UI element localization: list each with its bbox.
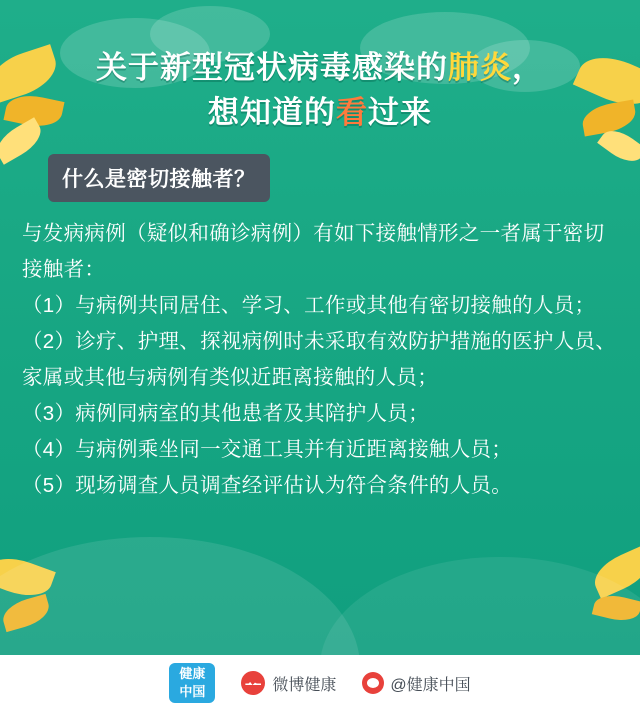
headline-accent-kan: 看	[336, 95, 368, 130]
brand-logo-line-1: 健康	[179, 666, 206, 681]
headline-line-2	[0, 90, 640, 136]
hill-shape	[0, 537, 360, 667]
headline-line-1	[0, 46, 640, 90]
hill-shape	[320, 557, 640, 667]
body-paragraph: （4）与病例乘坐同一交通工具并有近距离接触人员；	[22, 438, 513, 461]
body-paragraph: （1）与病例共同居住、学习、工作或其他有密切接触的人员；	[22, 294, 596, 317]
brand-logo-line-2: 中国	[179, 684, 206, 699]
body-paragraph: （5）现场调查人员调查经评估认为符合条件的人员。	[22, 474, 513, 497]
weibo-health-label: 微博健康	[272, 676, 337, 694]
body-paragraph: 与发病病例（疑似和确诊病例）有如下接触情形之一者属于密切接触者：	[22, 222, 605, 281]
weibo-health-brand	[241, 671, 336, 695]
body-paragraph: （2）诊疗、护理、探视病例时未采取有效防护措施的医护人员、家属或其他与病例有类似近距离接触的人员；	[22, 330, 617, 389]
footer-bar	[0, 655, 640, 711]
headline-text-2a: 想知道的	[208, 95, 336, 130]
headline-text-1a: 关于新型冠状病毒感染的	[96, 50, 448, 85]
heartbeat-icon	[241, 671, 265, 695]
body-paragraph: （3）病例同病室的其他患者及其陪护人员；	[22, 402, 429, 425]
section-title: 什么是密切接触者？	[48, 154, 270, 202]
weibo-account-label: @健康中国	[390, 676, 471, 694]
weibo-account[interactable]	[362, 672, 470, 695]
weibo-icon	[362, 672, 384, 694]
body-text-block	[22, 216, 618, 504]
section-tag-wrapper	[0, 136, 640, 202]
brand-logo-health-china	[169, 663, 215, 703]
headline-text-1b: ，	[512, 50, 544, 85]
poster-headline	[0, 0, 640, 136]
headline-text-2b: 过来	[368, 95, 432, 130]
headline-accent-feiyan: 肺炎	[448, 50, 512, 85]
